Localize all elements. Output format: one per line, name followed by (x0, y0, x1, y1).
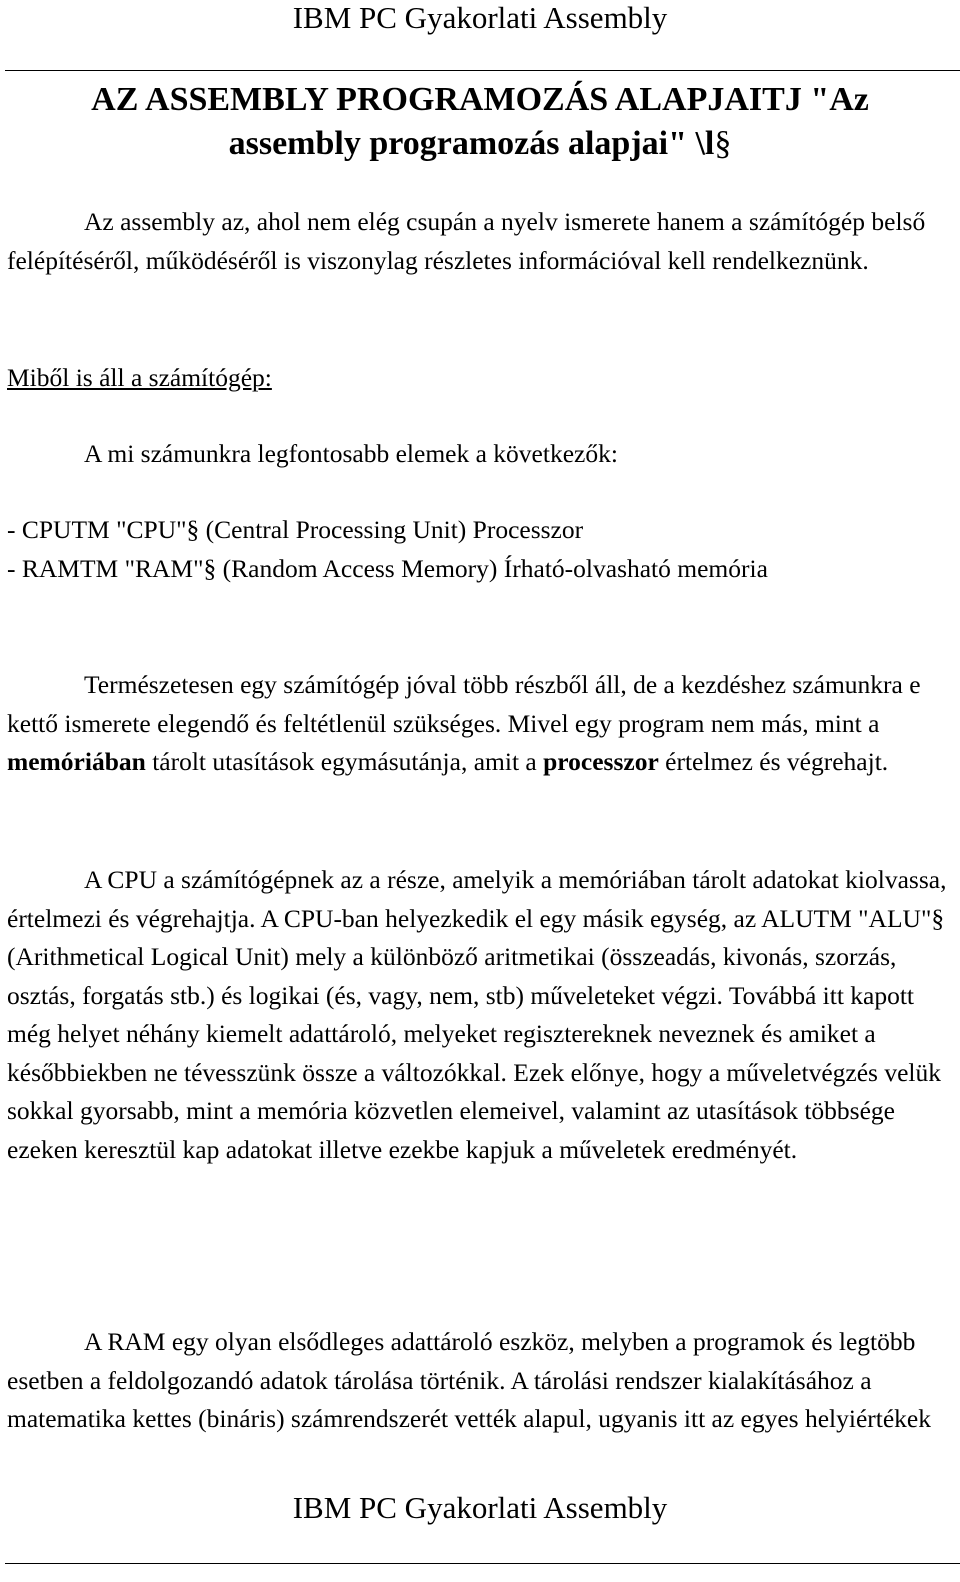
section-heading: Miből is áll a számítógép: (7, 363, 272, 392)
text-run: (Arithmetical Logical Unit) mely a különböző aritmetikai (összeadás, kivonás, szorzás, osztás, forgatás stb.) és logikai (és, vagy, nem, stb) műveleteket végzi. Továbbá itt kapott még helyet néhány kiemelt adattároló, melyeket regisztereknek neveznek és amiket a későbbiekben ne tévesszünk össze a változókkal. Ezek előnye, hogy a műveletvégzés velük sokkal gyorsabb, mint a memória közvetlen elemeivel, valamint az utasítások többsége ezeken keresztül kap adatokat illetve ezekbe kapjuk a műveletek eredményét. (7, 942, 941, 1164)
title-line-2 (0, 122, 960, 166)
header-divider (5, 70, 960, 71)
section-mark-icon: § (203, 553, 217, 583)
text-run: A CPU a számítógépnek az a része, amelyik a memóriában tárolt adatokat kiolvassa, értelmezi és végrehajtja. A CPU-ban helyezkedik el egy másik egység, az ALUTM "ALU" (7, 865, 947, 933)
text-run: Természetesen egy számítógép jóval több részből áll, de a kezdéshez számunkra e kettő ismerete elegendő és feltétlenül szükséges. Mivel egy program nem más, mint a (7, 670, 921, 738)
list-item-cpu (7, 511, 952, 550)
text-run: értelmez és végrehajt. (658, 747, 889, 776)
title-line-2-text: assembly programozás alapjai" \l (228, 125, 715, 162)
cpu-label: - CPUTM "CPU" (7, 515, 187, 544)
paragraph-cpu (7, 861, 952, 1169)
footer-divider (5, 1563, 960, 1564)
page-footer: IBM PC Gyakorlati Assembly (292, 1490, 668, 1525)
component-list (7, 511, 952, 588)
paragraph-natural (7, 666, 952, 782)
text-run: tárolt utasítások egymásutánja, amit a (145, 747, 544, 776)
list-item-ram (7, 550, 952, 589)
section-mark-icon: § (714, 125, 732, 162)
intro-paragraph: Az assembly az, ahol nem elég csupán a nyelv ismerete hanem a számítógép belső felépítéséről, működéséről is viszonylag részletes információval kell rendelkeznünk. (7, 207, 926, 275)
bold-memoriaban: memóriában (7, 747, 146, 776)
ram-label: - RAMTM "RAM" (7, 553, 204, 583)
section-mark-icon: § (931, 903, 945, 933)
page-header: IBM PC Gyakorlati Assembly (292, 0, 668, 35)
section-mark-icon: § (186, 515, 200, 544)
title-line-1: AZ ASSEMBLY PROGRAMOZÁS ALAPJAITJ "Az (91, 81, 869, 118)
document-title (0, 78, 960, 166)
ram-description: (Random Access Memory) Írható-olvasható memória (216, 553, 768, 583)
elements-intro: A mi számunkra legfontosabb elemek a következők: (84, 439, 618, 468)
cpu-description: (Central Processing Unit) Processzor (199, 515, 584, 544)
bold-processzor: processzor (543, 747, 659, 776)
paragraph-ram: A RAM egy olyan elsődleges adattároló eszköz, melyben a programok és legtöbb esetben a feldolgozandó adatok tárolása történik. A tárolási rendszer kialakításához a matematika kettes (bináris) számrendszerét vették alapul, ugyanis itt az egyes helyiértékek (7, 1327, 932, 1433)
